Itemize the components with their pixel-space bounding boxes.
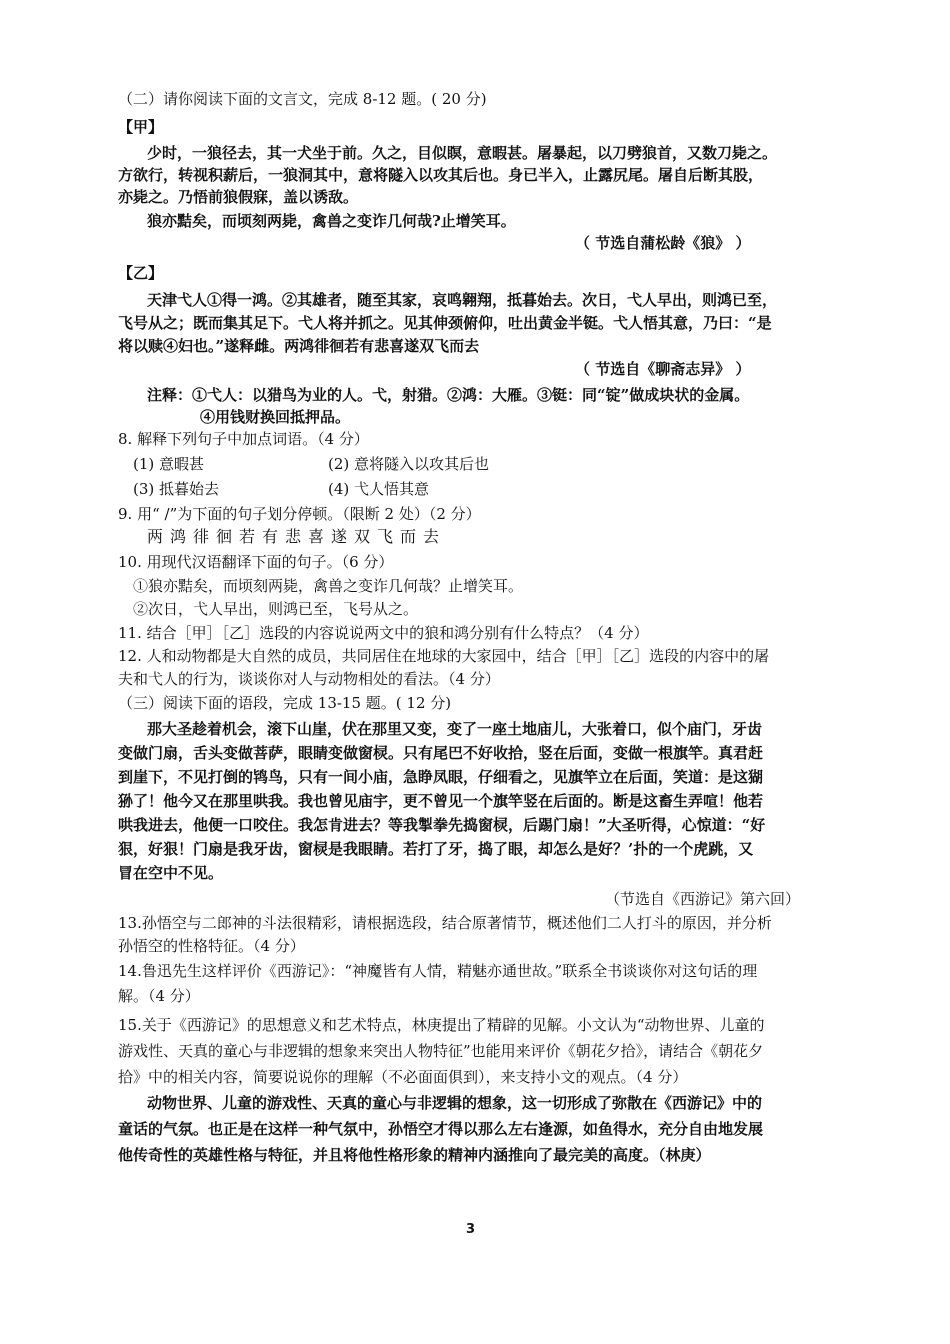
- quote-line-1: 动物世界、儿童的游戏性、天真的童心与非逻辑的想象，这一切形成了弥散在《西游记》中的: [147, 1094, 763, 1112]
- yi-line-1: 天津弋人①得一鸿。②其雄者，随至其家，哀鸣翱翔，抵暮始去。次日，弋人早出，则鸿已至，: [147, 291, 778, 309]
- question-13-line-1: 13.孙悟空与二郎神的斗法很精彩，请根据选段，结合原著情节，概述他们二人打斗的原因，并分析: [118, 914, 772, 932]
- question-12-line-1: 12. 人和动物都是大自然的成员，共同居住在地球的大家园中，结合［甲］［乙］选段的内容中的屠: [118, 647, 770, 665]
- yi-line-3: 将以赎④妇也。”遂释雌。两鸿徘徊若有悲喜遂双飞而去: [118, 337, 480, 355]
- jia-line-4: 狼亦黠矣，而顷刻两毙，禽兽之变诈几何哉?止增笑耳。: [147, 212, 516, 230]
- question-14-line-2: 解。（4 分）: [118, 987, 200, 1005]
- note-line-1: 注释：①弋人：以猎鸟为业的人。弋，射猎。②鸿：大雁。③铤：同“锭”做成块状的金属。: [147, 386, 750, 404]
- passage-line-3: 到崖下，不见打倒的鸨鸟，只有一间小庙，急睁凤眼，仔细看之，见旗竿立在后面，笑道：是这猢: [118, 768, 764, 786]
- question-13-line-2: 孙悟空的性格特征。（4 分）: [118, 937, 305, 955]
- jia-line-1: 少时，一狼径去，其一犬坐于前。久之，目似瞑，意暇甚。屠暴起，以刀劈狼首，又数刀毙之。: [147, 144, 778, 162]
- jia-line-3: 亦毙之。乃悟前狼假寐，盖以诱敌。: [118, 188, 359, 206]
- q9-sentence: 两鸿徘徊若有悲喜遂双飞而去: [147, 527, 447, 546]
- yi-label: 【乙】: [118, 264, 164, 282]
- section3-heading: （三）阅读下面的语段，完成 13-15 题。( 12 分): [118, 694, 452, 712]
- question-15-line-2: 游戏性、天真的童心与非逻辑的想象来突出人物特征”也能用来评价《朝花夕拾》，请结合《朝花夕: [118, 1042, 764, 1060]
- passage-source: （节选自《西游记》第六回）: [605, 890, 801, 908]
- question-15-line-1: 15.关于《西游记》的思想意义和艺术特点，林庚提出了精辟的见解。小文认为“动物世界、儿童的: [118, 1016, 765, 1034]
- q10-item-2: ②次日，弋人早出，则鸿已至，飞号从之。: [133, 600, 419, 618]
- note-line-2: ④用钱财换回抵押品。: [200, 408, 351, 426]
- jia-label: 【甲】: [118, 118, 164, 136]
- passage-line-5: 哄我进去，他便一口咬住。我怎肯进去？等我掣拳先捣窗棂，后踢门扇！”大圣听得，心惊道：“好: [118, 816, 766, 834]
- yi-line-2: 飞号从之；既而集其足下。弋人将并抓之。见其伸颈俯仰，吐出黄金半铤。弋人悟其意，乃曰：“是: [118, 314, 772, 332]
- jia-source: （ 节选自蒲松龄《狼》 ）: [575, 234, 751, 252]
- question-10: 10. 用现代汉语翻译下面的句子。（6 分）: [118, 553, 394, 571]
- question-11: 11. 结合［甲］［乙］选段的内容说说两文中的狼和鸿分别有什么特点？（4 分）: [118, 624, 649, 642]
- passage-line-7: 冒在空中不见。: [118, 864, 224, 882]
- quote-line-2: 童话的气氛。也正是在这样一种气氛中，孙悟空才得以那么左右逢源，如鱼得水，充分自由地发展: [118, 1120, 764, 1138]
- passage-line-4: 狲了！他今又在那里哄我。我也曾见庙宇，更不曾见一个旗竿竖在后面的。断是这畜生弄喧！他若: [118, 792, 764, 810]
- page-number: 3: [466, 1222, 476, 1237]
- question-15-line-3: 拾》中的相关内容，简要说说你的理解（不必面面俱到），来支持小文的观点。（4 分）: [118, 1068, 688, 1086]
- question-12-line-2: 夫和弋人的行为，谈谈你对人与动物相处的看法。（4 分）: [118, 670, 500, 688]
- q8-item-3: (3) 抵暮始去: [133, 480, 220, 498]
- q8-item-1: (1) 意暇甚: [133, 455, 205, 473]
- passage-line-6: 狠，好狠！门扇是我牙齿，窗棂是我眼睛。若打了牙，捣了眼，却怎么是好？’扑的一个虎跳，又: [118, 840, 754, 858]
- section2-heading: （二）请你阅读下面的文言文，完成 8-12 题。( 20 分): [118, 90, 487, 108]
- jia-line-2: 方欲行，转视积薪后，一狼洞其中，意将隧入以攻其后也。身已半入，止露尻尾。屠自后断其股，: [118, 166, 764, 184]
- question-14-line-1: 14.鲁迅先生这样评价《西游记》：“神魔皆有人情，精魅亦通世故。”联系全书谈谈你对这句话的理: [118, 962, 758, 980]
- q10-item-1: ①狼亦黠矣，而顷刻两毙，禽兽之变诈几何哉？止增笑耳。: [133, 577, 524, 595]
- question-9: 9. 用“ /”为下面的句子划分停顿。（限断 2 处）（2 分）: [118, 505, 481, 523]
- passage-line-1: 那大圣趁着机会，滚下山崖，伏在那里又变，变了一座土地庙儿，大张着口，似个庙门，牙齿: [147, 720, 763, 738]
- quote-line-3: 他传奇性的英雄性格与特征，并且将他性格形象的精神内涵推向了最完美的高度。（林庚）: [118, 1146, 711, 1164]
- question-8: 8. 解释下列句子中加点词语。（4 分）: [118, 430, 369, 448]
- yi-source: （ 节选自《聊斋志异》 ）: [575, 360, 751, 378]
- passage-line-2: 变做门扇，舌头变做菩萨，眼睛变做窗棂。只有尾巴不好收拾，竖在后面，变做一根旗竿。真君赶: [118, 744, 764, 762]
- q8-item-4: (4) 弋人悟其意: [328, 480, 430, 498]
- q8-item-2: (2) 意将隧入以攻其后也: [328, 455, 490, 473]
